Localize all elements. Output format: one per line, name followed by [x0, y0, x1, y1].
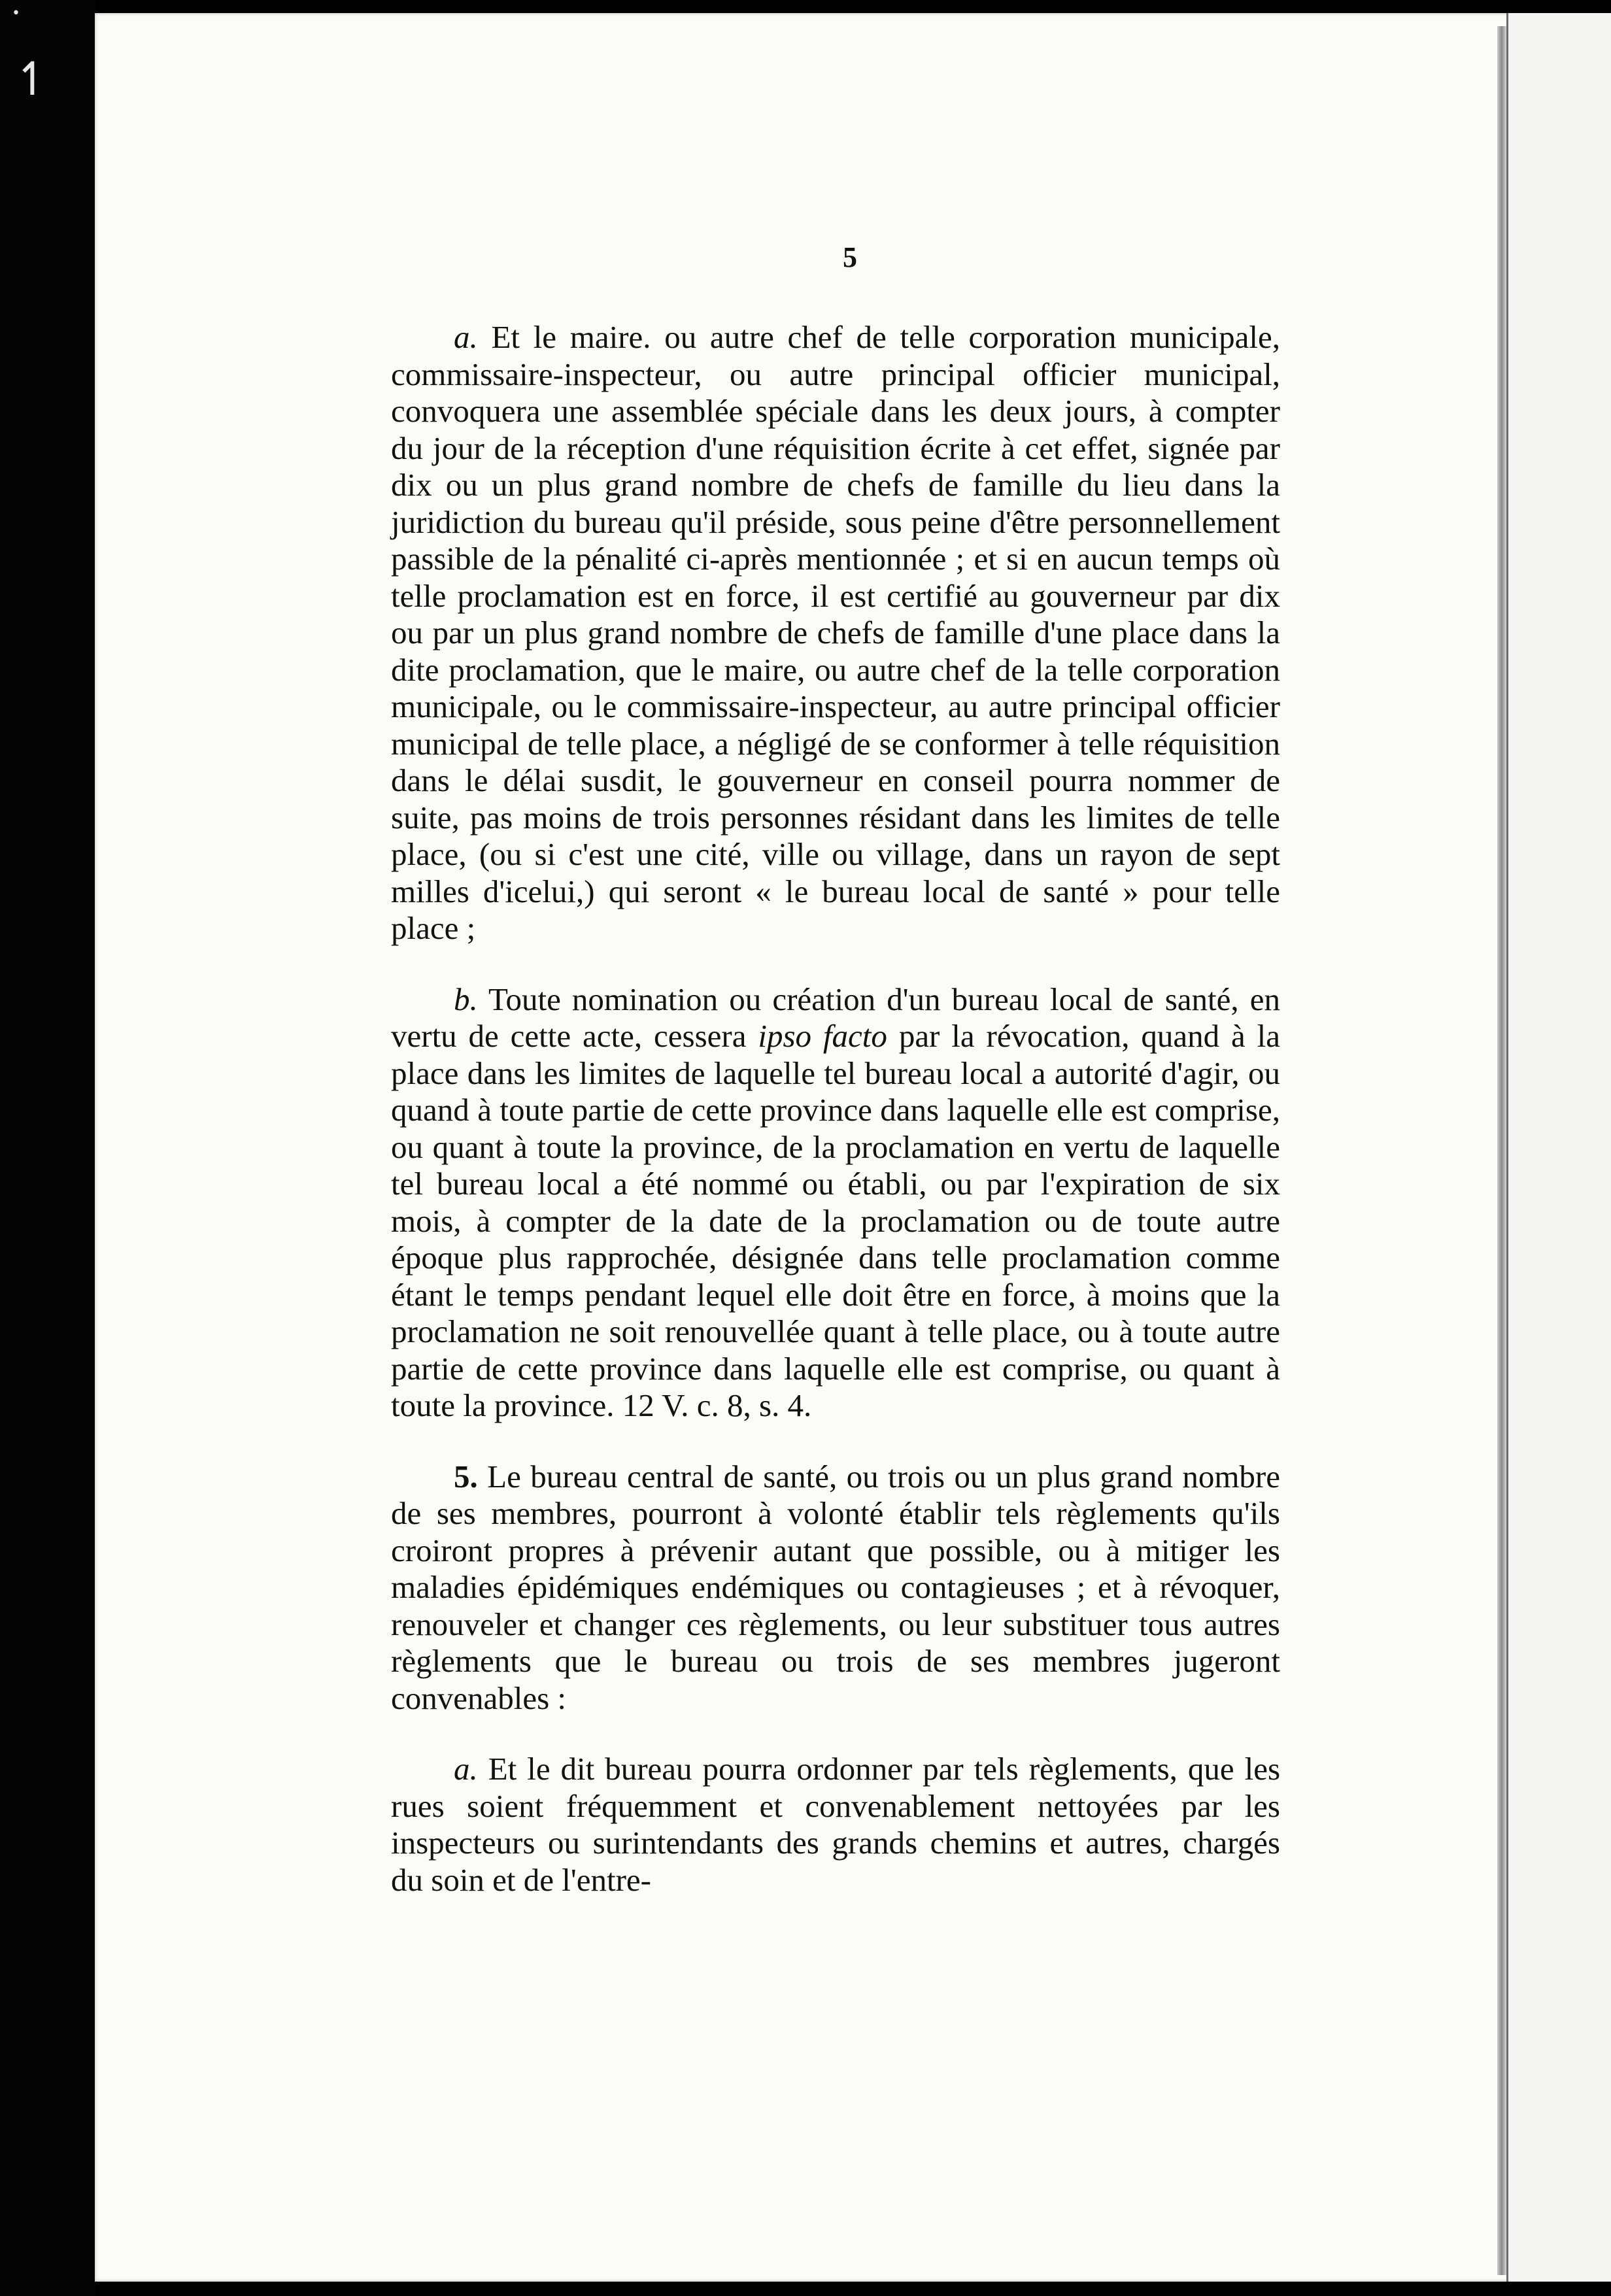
paragraph-b: [391, 981, 1280, 1425]
body-text: [391, 319, 1280, 1933]
latin-phrase: ipso facto: [758, 1018, 887, 1054]
page-fold-edge: [1497, 26, 1506, 2275]
scan-left-border: [0, 0, 95, 2296]
subsection-letter: a.: [454, 319, 478, 355]
paragraph-text: Le bureau central de santé, ou trois ou un plus grand nombre de ses membres, pourront à volonté établir tels règlements qu'ils croiront propres à prévenir autant que possible, ou à mitiger les maladies épidémiques endémiques ou contagieuses ; et à révoquer, renouveler et changer ces règlements, ou leur substituer tous autres règlements que le bureau ou trois de ses membres jugeront convenables :: [391, 1458, 1281, 1716]
section-number: 5.: [454, 1458, 478, 1494]
paragraph-a-second: [391, 1751, 1280, 1899]
paragraph-text: Et le dit bureau pourra ordonner par tels règlements, que les rues soient fréquemment et convenablement nettoyées par les inspecteurs ou surintendants des grands chemins et autres, chargés du soin et de l'entre-: [391, 1751, 1281, 1898]
subsection-letter: a.: [454, 1751, 478, 1787]
scan-speck: •: [12, 5, 20, 22]
scan-artifact: ↿: [13, 52, 52, 106]
adjacent-page-margin: [1506, 13, 1611, 2282]
statute-citation: 12 V. c. 8, s. 4.: [622, 1387, 812, 1423]
subsection-letter: b.: [454, 981, 478, 1017]
page-number: 5: [843, 241, 857, 273]
paragraph-text: Toute nomination ou création d'un bureau local de santé, en vertu de cette acte, cessera: [391, 981, 1280, 1054]
paragraph-text-continued: par la révocation, quand à la place dans les limites de laquelle tel bureau local a autorité d'agir, ou quand à toute partie de cette province dans laquelle elle est comprise, ou quant à toute la province, de la proclamation en vertu de laquelle tel bureau local a été nommé ou établi, ou par l'expiration de six mois, à compter de la date de la proclamation ou de toute autre époque plus rapprochée, désignée dans telle proclamation comme étant le temps pendant lequel elle doit être en force, à moins que la proclamation ne soit renouvellée quant à telle place, ou à toute autre partie de cette province dans laquelle elle est comprise, ou quant à toute la province.: [391, 1018, 1281, 1423]
paragraph-a-first: [391, 319, 1280, 947]
section-5: [391, 1459, 1280, 1717]
paragraph-text: Et le maire. ou autre chef de telle corporation municipale, commissaire-inspecteur, ou autre principal officier municipal, convoquera une assemblée spéciale dans les deux jours, à compter du jour de la réception d'une réquisition écrite à cet effet, signée par dix ou un plus grand nombre de chefs de famille du lieu dans la juridiction du bureau qu'il préside, sous peine d'être personnellement passible de la pénalité ci-après mentionnée ; et si en aucun temps où telle proclamation est en force, il est certifié au gouverneur par dix ou par un plus grand nombre de chefs de famille d'une place dans la dite proclamation, que le maire, ou autre chef de la telle corporation municipale, ou le commissaire-inspecteur, au autre principal officier municipal de telle place, a négligé de se conformer à telle réquisition dans le délai susdit, le gouverneur en conseil pourra nommer de suite, pas moins de trois personnes résidant dans les limites de telle place, (ou si c'est une cité, ville ou village, dans un rayon de sept milles d'icelui,) qui seront « le bureau local de santé » pour telle place ;: [391, 319, 1281, 946]
